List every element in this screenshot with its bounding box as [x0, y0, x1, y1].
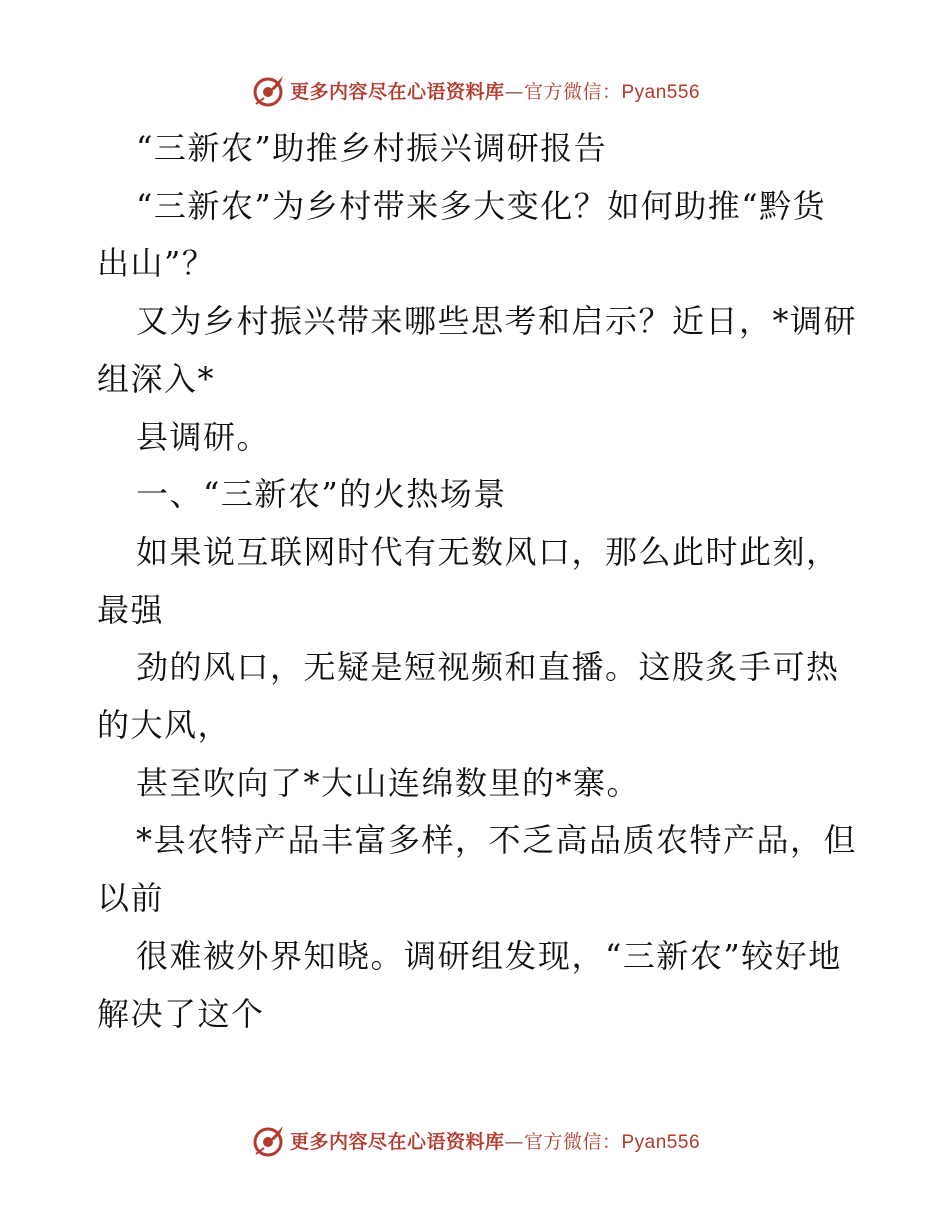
header-watermark: [0, 68, 950, 112]
watermark-main-text: 更多内容尽在心语资料库: [289, 1130, 505, 1153]
quill-logo-icon: [250, 72, 286, 108]
header-watermark-text: [290, 77, 700, 104]
paragraph: *县农特产品丰富多样，不乏高品质农特产品，但以前: [97, 821, 858, 918]
watermark-dash: —: [504, 80, 524, 103]
quill-logo-icon: [250, 1122, 286, 1158]
document-title: “三新农”助推乡村振兴调研报告: [136, 129, 608, 167]
paragraph: 甚至吹向了*大山连绵数里的*寨。: [136, 763, 641, 802]
watermark-wechat-label: 官方微信：: [523, 80, 622, 103]
paragraph: 劲的风口，无疑是短视频和直播。这股炙手可热的大风，: [97, 648, 840, 745]
footer-watermark: [0, 1118, 950, 1162]
paragraph: 县调研。: [136, 417, 271, 456]
document-body: [97, 120, 857, 1043]
footer-watermark-text: [290, 1127, 700, 1154]
watermark-dash: —: [504, 1130, 524, 1153]
paragraph: 又为乡村振兴带来哪些思考和启示？近日，*调研组深入*: [97, 302, 858, 398]
watermark-wechat-label: 官方微信：: [523, 1130, 622, 1153]
section-heading: 一、“三新农”的火热场景: [136, 475, 507, 514]
paragraph: “三新农”为乡村带来多大变化？如何助推“黔货出山”？: [97, 186, 827, 283]
paragraph: 很难被外界知晓。调研组发现，“三新农”较好地解决了这个: [97, 936, 842, 1033]
watermark-main-text: 更多内容尽在心语资料库: [289, 80, 505, 103]
watermark-wechat-id: Pyan556: [621, 81, 701, 103]
paragraph: 如果说互联网时代有无数风口，那么此时此刻，最强: [97, 532, 840, 629]
watermark-wechat-id: Pyan556: [621, 1131, 701, 1153]
